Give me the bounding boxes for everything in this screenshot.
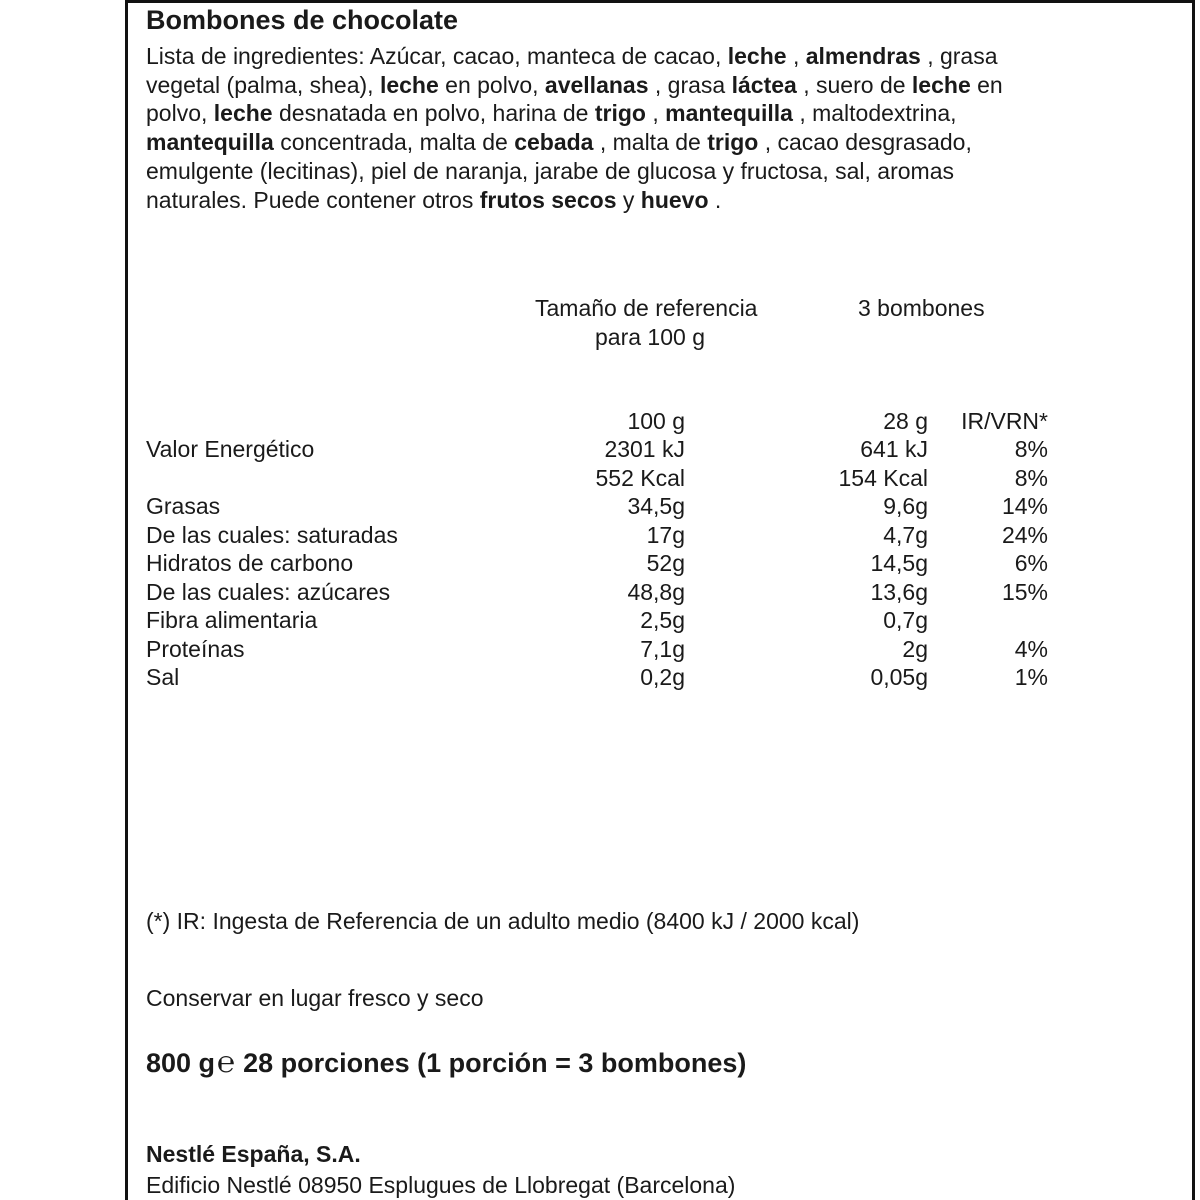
value-100g: 52g xyxy=(646,550,685,576)
company-name: Nestlé España, S.A. xyxy=(146,1141,361,1167)
nutrient-label: Valor Energético xyxy=(146,436,315,462)
ingredient-text: . xyxy=(708,186,722,213)
nutrient-label: Fibra alimentaria xyxy=(146,607,318,633)
allergen: leche xyxy=(727,43,787,69)
value-portion: 4,7g xyxy=(883,521,928,548)
value-100g: 7,1g xyxy=(640,635,685,662)
ingredient-text: en polvo, xyxy=(146,71,1003,127)
nutrient-label: Proteínas xyxy=(146,635,245,662)
value-portion: 641 kJ xyxy=(860,436,928,462)
allergen: leche xyxy=(213,100,273,127)
nutrition-row xyxy=(0,635,1200,664)
product-title: Bombones de chocolate xyxy=(146,5,459,35)
ingredient-text: Lista de ingredientes: Azúcar, cacao, manteca de cacao, xyxy=(146,43,728,69)
nutrition-row xyxy=(0,578,1200,607)
value-portion: 0,7g xyxy=(883,607,928,633)
nutrient-label: Grasas xyxy=(146,493,221,519)
value-100g: 0,2g xyxy=(640,664,685,690)
allergen: trigo xyxy=(707,129,759,156)
ingredient-text: , maltodextrina, xyxy=(792,100,957,127)
value-ir: 14% xyxy=(1001,493,1048,519)
value-100g: 34,5g xyxy=(627,493,685,519)
allergen: mantequilla xyxy=(665,100,793,127)
nutrient-label: De las cuales: azúcares xyxy=(146,578,391,605)
value-ir: 4% xyxy=(1014,635,1048,662)
value-ir: 8% xyxy=(1014,436,1048,462)
nutrition-row xyxy=(0,464,1200,493)
ingredient-text: , grasa xyxy=(648,71,732,98)
value-portion: 0,05g xyxy=(870,664,928,690)
value-portion: 13,6g xyxy=(870,578,928,605)
allergen: avellanas xyxy=(544,71,649,98)
portion-header: 3 bombones xyxy=(858,295,985,321)
portions-info: 28 porciones (1 porción = 3 bombones) xyxy=(243,1048,747,1078)
nutrition-row xyxy=(0,492,1200,521)
allergen: leche xyxy=(379,71,439,98)
allergen: láctea xyxy=(731,71,797,98)
ingredient-text: , xyxy=(645,100,666,127)
column-headers xyxy=(0,407,1200,436)
nutrient-label: Sal xyxy=(146,664,180,690)
ingredient-text: , cacao desgrasado, emulgente (lecitinas), piel de naranja, jarabe de glucosa y fructosa, sal, aromas naturales. Puede contener otros xyxy=(146,129,972,213)
allergen: cebada xyxy=(514,129,594,156)
company-address: Edificio Nestlé 08950 Esplugues de Llobregat (Barcelona) xyxy=(146,1172,736,1198)
allergen: trigo xyxy=(594,100,646,127)
net-weight: 800 g xyxy=(146,1048,216,1078)
value-ir: 15% xyxy=(1001,578,1048,605)
column-100g: 100 g xyxy=(627,408,685,434)
column-portion: 28 g xyxy=(883,408,928,434)
ingredient-text: , malta de xyxy=(593,129,708,156)
value-portion: 154 Kcal xyxy=(838,464,928,491)
ingredient-text: y xyxy=(616,186,641,213)
nutrition-row xyxy=(0,549,1200,578)
net-weight-line xyxy=(146,1047,746,1079)
storage-instructions: Conservar en lugar fresco y seco xyxy=(146,985,484,1011)
nutrition-row xyxy=(0,606,1200,635)
value-portion: 14,5g xyxy=(870,550,928,576)
ingredient-text: concentrada, malta de xyxy=(273,129,515,156)
allergen: almendras xyxy=(805,43,921,69)
nutrition-row xyxy=(0,663,1200,692)
ingredient-text: , suero de xyxy=(796,71,912,98)
nutrition-row xyxy=(0,435,1200,464)
value-ir: 6% xyxy=(1014,550,1048,576)
estimated-sign-icon: ℮ xyxy=(217,1046,236,1079)
value-100g: 17g xyxy=(646,521,685,548)
value-100g: 2,5g xyxy=(640,607,685,633)
value-ir: 1% xyxy=(1014,664,1048,690)
value-portion: 2g xyxy=(902,635,928,662)
allergen: leche xyxy=(911,71,971,98)
value-portion: 9,6g xyxy=(883,493,928,519)
footnote: (*) IR: Ingesta de Referencia de un adulto medio (8400 kJ / 2000 kcal) xyxy=(146,908,860,934)
value-100g: 2301 kJ xyxy=(604,436,685,462)
value-ir: 8% xyxy=(1014,464,1048,491)
value-100g: 48,8g xyxy=(627,578,685,605)
ingredients-list xyxy=(146,42,1046,214)
nutrition-row xyxy=(0,521,1200,550)
ingredient-text: desnatada en polvo, harina de xyxy=(272,100,595,127)
nutrient-label: De las cuales: saturadas xyxy=(146,521,398,548)
reference-size-subheader: para 100 g xyxy=(595,324,705,350)
allergen: huevo xyxy=(640,186,709,213)
ingredient-text: en polvo, xyxy=(438,71,545,98)
ingredient-text: , grasa vegetal (palma, shea), xyxy=(146,43,998,98)
ingredient-text: , xyxy=(786,43,806,69)
value-100g: 552 Kcal xyxy=(595,464,685,491)
column-ir: IR/VRN* xyxy=(961,408,1048,434)
allergen: mantequilla xyxy=(146,129,274,156)
value-ir: 24% xyxy=(1001,521,1048,548)
reference-size-header: Tamaño de referencia xyxy=(535,295,758,321)
nutrient-label: Hidratos de carbono xyxy=(146,550,354,576)
allergen: frutos secos xyxy=(479,186,617,213)
